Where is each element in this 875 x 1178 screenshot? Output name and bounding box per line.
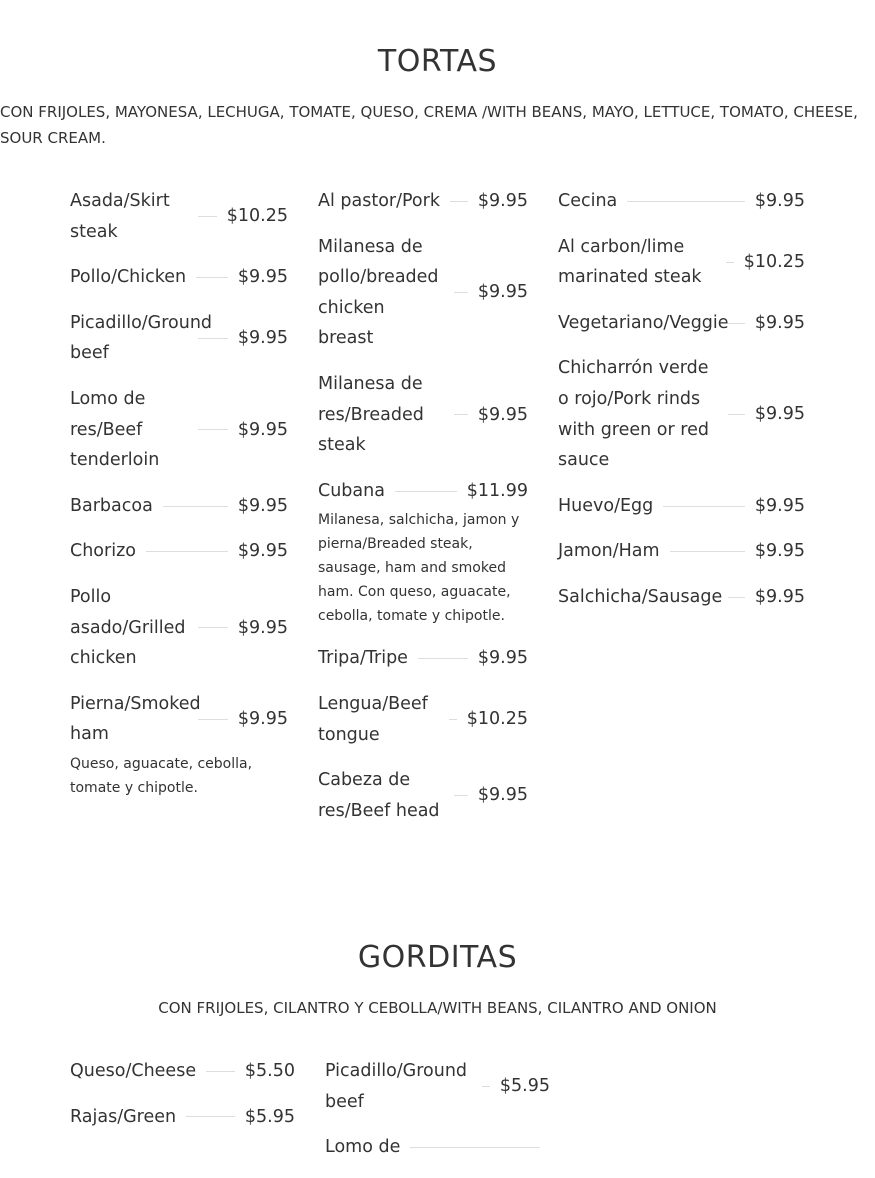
menu-item [318,689,528,750]
menu-item-name: Pollo asado/Grilled chicken [70,586,186,669]
menu-item-price: $10.25 [226,206,288,227]
menu-item-name: Barbacoa [70,495,153,516]
menu-item-price: $11.99 [466,480,528,501]
price-leader-line [395,491,457,492]
menu-item-name: Rajas/Green [70,1106,177,1127]
menu-item-name: Jamon/Ham [558,541,660,562]
price-leader-line [186,1116,235,1117]
price-leader-line [198,338,228,339]
menu-item [70,689,288,800]
menu-item-name: Huevo/Egg [558,495,654,516]
menu-item-price: $9.95 [237,267,288,288]
menu-item-row [318,689,528,750]
menu-item [70,186,288,247]
menu-item-name: Chicharrón verde o rojo/Pork rinds with green or red sauce [558,358,709,471]
menu-item [318,369,528,461]
menu-item-row [70,308,288,369]
menu-item-row [70,186,288,247]
menu-item-name: Milanesa de pollo/breaded chicken breast [318,236,439,349]
menu-item-name: Cubana [318,480,385,501]
menu-item-row [70,1056,295,1087]
menu-item-name: Cabeza de res/Beef head [318,770,440,821]
menu-item [558,536,805,567]
menu-item-price: $10.25 [743,251,805,272]
menu-item-name: Cecina [558,191,618,211]
menu-item-row [558,308,805,339]
menu-item [558,186,805,217]
price-leader-line [482,1086,490,1087]
menu-item-row [318,476,528,507]
price-leader-line [454,292,468,293]
menu-item-row [70,582,288,674]
menu-item-price: $9.95 [477,191,528,211]
menu-item-price: $5.50 [244,1061,295,1081]
menu-item-row [558,536,805,567]
menu-item [70,262,288,293]
price-leader-line [206,1071,235,1072]
menu-item-row [318,765,528,826]
menu-item-price: $9.95 [237,328,288,349]
menu-item [325,1056,550,1117]
price-leader-line [418,658,468,659]
menu-item-price: $9.95 [237,617,288,638]
menu-item-row [318,232,528,354]
menu-item-name: Pierna/Smoked ham [70,693,201,745]
menu-item [70,1056,295,1087]
menu-item-name: Al pastor/Pork [318,191,440,211]
menu-item-row [318,369,528,461]
price-leader-line [198,429,228,430]
menu-item-price: $5.95 [244,1106,295,1127]
menu-item-name: Lengua/Beef tongue [318,693,428,745]
menu-item-price: $9.95 [237,541,288,562]
price-leader-line [163,506,228,507]
menu-item-price: $9.95 [237,709,288,730]
menu-item-name: Chorizo [70,541,136,562]
menu-item-row [70,384,288,476]
menu-item [70,536,288,567]
menu-item [70,1102,295,1133]
menu-item [318,232,528,354]
menu-item-price: $9.95 [477,404,528,425]
price-leader-line [454,795,468,796]
menu-item [70,582,288,674]
menu-item-row [70,536,288,567]
price-leader-line [198,719,228,720]
menu-item-row [325,1056,550,1117]
menu-item-name: Milanesa de res/Breaded steak [318,373,424,456]
price-leader-line [663,506,745,507]
menu-item [318,765,528,826]
price-leader-line [728,323,745,324]
menu-item-name: Asada/Skirt steak [70,191,170,242]
tortas-column-1 [70,186,288,815]
price-leader-line [728,597,745,598]
menu-item-price: $9.95 [754,586,805,607]
menu-item-price: $9.95 [754,404,805,425]
menu-item-name: Vegetariano/Veggie [558,312,729,333]
menu-item [318,476,528,629]
menu-item-name: Pollo/Chicken [70,267,187,288]
menu-item [558,308,805,339]
menu-item-row [70,262,288,293]
menu-item [558,582,805,613]
menu-item-price: $9.95 [754,312,805,333]
price-leader-line [454,414,468,415]
price-leader-line [146,551,228,552]
menu-item-price: $9.95 [754,191,805,211]
menu-item [70,308,288,369]
menu-item [70,384,288,476]
menu-item-description: Milanesa, salchicha, jamon y pierna/Breaded steak, sausage, ham and smoked ham. Con queso, aguacate, cebolla, tomate y chipotle. [318,512,520,625]
price-leader-line [670,551,745,552]
menu-item [558,353,805,475]
menu-item-name: Al carbon/lime marinated steak [558,236,702,288]
price-leader-line [726,262,734,263]
price-leader-line [410,1147,540,1148]
tortas-column-2 [318,186,528,841]
gorditas-column-1 [70,1056,295,1147]
tortas-title: TORTAS [377,44,498,79]
menu-item-row [70,689,288,750]
menu-item-price: $9.95 [477,282,528,303]
menu-item [558,232,805,293]
menu-item-price: $9.95 [477,648,528,669]
menu-item-row [325,1132,550,1163]
menu-item-row [558,491,805,522]
menu-item-row [70,1102,295,1133]
menu-item-price: $9.95 [754,495,805,516]
menu-item [558,491,805,522]
tortas-column-3 [558,186,805,628]
menu-item-row [70,491,288,522]
menu-item [70,491,288,522]
menu-item-description: Queso, aguacate, cebolla, tomate y chipotle. [70,755,253,796]
price-leader-line [198,627,228,628]
menu-item-row [318,186,528,217]
menu-item-row [558,353,805,475]
gorditas-subtitle: CON FRIJOLES, CILANTRO Y CEBOLLA/WITH BEANS, CILANTRO AND ONION [158,999,717,1017]
menu-item-name: Tripa/Tripe [318,648,408,669]
price-leader-line [198,216,217,217]
gorditas-title: GORDITAS [357,940,518,975]
menu-item [318,186,528,217]
menu-item-name: Picadillo/Ground beef [70,312,213,364]
menu-item-name: Lomo de res/Beef tenderloin [70,388,160,471]
tortas-subtitle: CON FRIJOLES, MAYONESA, LECHUGA, TOMATE, QUESO, CREMA /WITH BEANS, MAYO, LETTUCE, TOMATO, CHEESE, SOUR CREAM. [0,103,858,147]
menu-item-price: $9.95 [237,495,288,516]
menu-item [318,643,528,674]
price-leader-line [450,201,468,202]
menu-item-name: Queso/Cheese [70,1061,197,1081]
menu-item-price: $9.95 [237,419,288,440]
price-leader-line [196,277,228,278]
menu-item-price: $9.95 [754,541,805,562]
menu-item-price: $9.95 [477,785,528,806]
menu-item-name: Salchicha/Sausage [558,586,723,607]
menu-item-name: Picadillo/Ground beef [325,1061,468,1112]
menu-item-row [318,643,528,674]
price-leader-line [627,201,745,202]
price-leader-line [449,719,457,720]
menu-item [325,1132,550,1163]
price-leader-line [728,414,745,415]
menu-item-row [558,186,805,217]
menu-item-row [558,582,805,613]
menu-item-price: $10.25 [466,709,528,730]
gorditas-column-2 [325,1056,550,1178]
menu-item-name: Lomo de [325,1137,401,1158]
menu-item-row [558,232,805,293]
menu-item-price: $5.95 [499,1076,550,1097]
